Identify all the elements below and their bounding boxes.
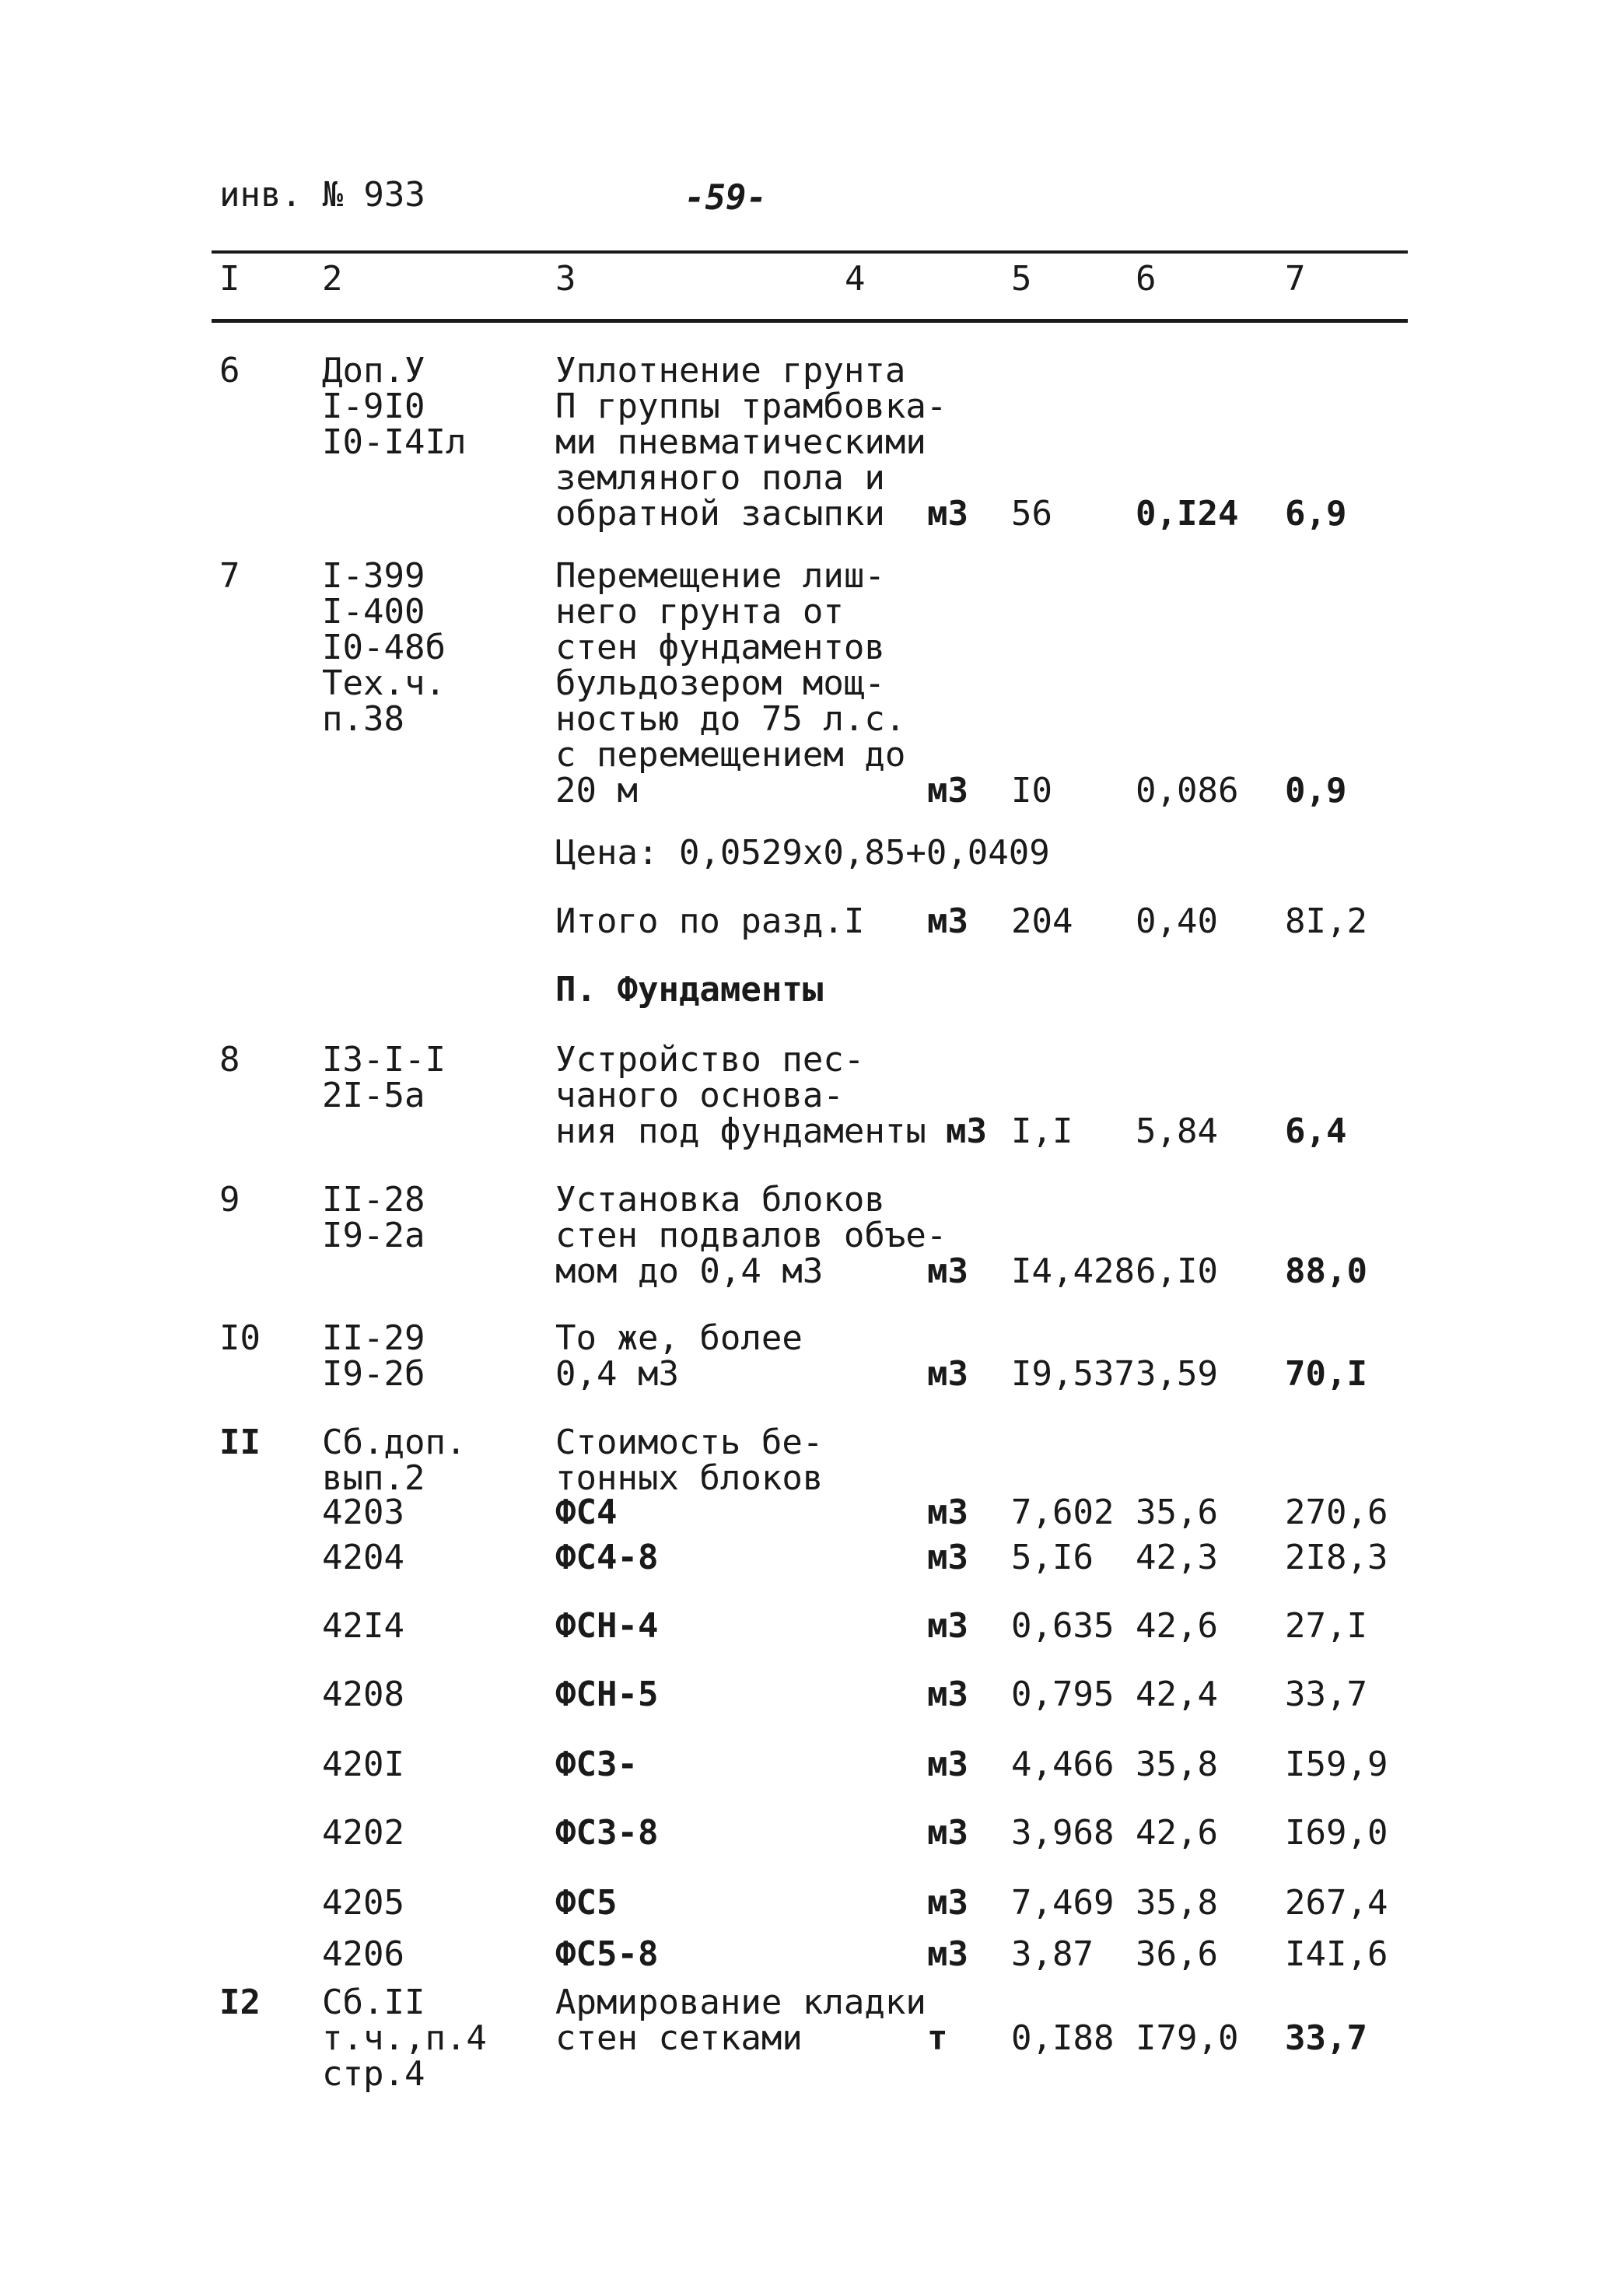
item-unit: м3 xyxy=(927,1934,968,1974)
item-unit-price: 42,6 xyxy=(1136,1813,1218,1853)
row-code: II-29 I9-2б xyxy=(322,1318,425,1394)
row-total: 33,7 xyxy=(1285,2018,1367,2058)
item-code: 420I xyxy=(322,1745,404,1784)
inventory-number: инв. № 933 xyxy=(219,175,425,215)
row-unit: м3 xyxy=(946,1111,987,1151)
item-unit: м3 xyxy=(927,1606,968,1646)
row-number: 7 xyxy=(219,556,240,596)
row-number: 9 xyxy=(219,1180,240,1220)
item-block-type: ФС3- xyxy=(555,1745,638,1784)
item-quantity: 3,968 xyxy=(1011,1813,1115,1853)
row-unit: т xyxy=(927,2018,948,2058)
item-unit-price: 35,6 xyxy=(1136,1493,1218,1532)
subtotal-label: Итого по разд.I xyxy=(555,901,865,941)
col-header-5: 5 xyxy=(1011,259,1032,299)
row-quantity: I,I xyxy=(1011,1111,1073,1151)
row-unit-price: 0,086 xyxy=(1136,771,1239,810)
row-description: Устройство пес- чаного основа- ния под фундаменты xyxy=(555,1040,926,1151)
row-total: 70,I xyxy=(1285,1354,1367,1394)
item-unit-price: 35,8 xyxy=(1136,1745,1218,1784)
item-unit-price: 36,6 xyxy=(1136,1934,1218,1974)
row-unit: м3 xyxy=(927,1354,968,1394)
row-unit-price: 6,I0 xyxy=(1136,1251,1218,1291)
row-number: 6 xyxy=(219,351,240,390)
row-number: II xyxy=(219,1423,261,1462)
item-total: 33,7 xyxy=(1285,1675,1367,1714)
item-quantity: 7,602 xyxy=(1011,1493,1115,1532)
item-block-type: ФСН-4 xyxy=(555,1606,659,1646)
row-description: Стоимость бе- тонных блоков xyxy=(555,1423,824,1498)
col-header-1: I xyxy=(219,259,240,299)
item-quantity: 7,469 xyxy=(1011,1883,1115,1923)
item-code: 4205 xyxy=(322,1883,404,1923)
table-header-rule xyxy=(212,319,1408,323)
row-code: I-399 I-400 I0-48б Тех.ч. п.38 xyxy=(322,556,446,739)
item-total: 267,4 xyxy=(1285,1883,1388,1923)
item-total: I59,9 xyxy=(1285,1745,1388,1784)
row-total: 6,9 xyxy=(1285,494,1347,534)
row-code: II-28 I9-2а xyxy=(322,1180,425,1255)
row-total: 0,9 xyxy=(1285,771,1347,810)
item-block-type: ФС3-8 xyxy=(555,1813,659,1853)
item-unit-price: 35,8 xyxy=(1136,1883,1218,1923)
item-quantity: 5,I6 xyxy=(1011,1538,1094,1577)
section-heading: П. Фундаменты xyxy=(555,970,824,1010)
row-description: Уплотнение грунта П группы трамбовка- ми пневматическими земляного пола и обратной засыпки xyxy=(555,351,947,534)
item-unit: м3 xyxy=(927,1493,968,1532)
row-unit-price: 3,59 xyxy=(1136,1354,1218,1394)
col-header-2: 2 xyxy=(322,259,343,299)
row-description: Установка блоков стен подвалов объе- мом до 0,4 м3 xyxy=(555,1180,947,1291)
row-unit-price: 5,84 xyxy=(1136,1111,1218,1151)
row-unit: м3 xyxy=(927,771,968,810)
row-quantity: 56 xyxy=(1011,494,1052,534)
item-code: 4206 xyxy=(322,1934,404,1974)
row-quantity: 0,I88 xyxy=(1011,2018,1115,2058)
col-header-7: 7 xyxy=(1285,259,1306,299)
row-quantity: I9,537 xyxy=(1011,1354,1135,1394)
subtotal-unit: м3 xyxy=(927,901,968,941)
row-quantity: I4,428 xyxy=(1011,1251,1135,1291)
row-code: Доп.У I-9I0 I0-I4Iл xyxy=(322,351,467,462)
item-quantity: 0,795 xyxy=(1011,1675,1115,1714)
item-unit: м3 xyxy=(927,1675,968,1714)
item-block-type: ФС5-8 xyxy=(555,1934,659,1974)
col-header-4: 4 xyxy=(845,259,866,299)
subtotal-quantity: 204 xyxy=(1011,901,1073,941)
col-header-3: 3 xyxy=(555,259,576,299)
item-block-type: ФСН-5 xyxy=(555,1675,659,1714)
item-code: 42I4 xyxy=(322,1606,404,1646)
row-number: I2 xyxy=(219,1983,261,2022)
item-total: 27,I xyxy=(1285,1606,1367,1646)
row-number: 8 xyxy=(219,1040,240,1080)
col-header-6: 6 xyxy=(1136,259,1157,299)
item-block-type: ФС4-8 xyxy=(555,1538,659,1577)
item-unit: м3 xyxy=(927,1745,968,1784)
item-total: 270,6 xyxy=(1285,1493,1388,1532)
row-unit: м3 xyxy=(927,1251,968,1291)
row-unit-price: I79,0 xyxy=(1136,2018,1239,2058)
item-block-type: ФС5 xyxy=(555,1883,618,1923)
item-quantity: 4,466 xyxy=(1011,1745,1115,1784)
row-number: I0 xyxy=(219,1318,261,1358)
row-code: Сб.доп. вып.2 xyxy=(322,1423,467,1498)
subtotal-total: 8I,2 xyxy=(1285,901,1367,941)
item-code: 4203 xyxy=(322,1493,404,1532)
item-unit: м3 xyxy=(927,1538,968,1577)
item-unit-price: 42,4 xyxy=(1136,1675,1218,1714)
item-code: 4204 xyxy=(322,1538,404,1577)
item-total: I4I,6 xyxy=(1285,1934,1388,1974)
item-unit-price: 42,3 xyxy=(1136,1538,1218,1577)
item-unit-price: 42,6 xyxy=(1136,1606,1218,1646)
subtotal-unit-price: 0,40 xyxy=(1136,901,1218,941)
item-total: I69,0 xyxy=(1285,1813,1388,1853)
item-quantity: 0,635 xyxy=(1011,1606,1115,1646)
row-unit: м3 xyxy=(927,494,968,534)
row-total: 6,4 xyxy=(1285,1111,1347,1151)
item-block-type: ФС4 xyxy=(555,1493,618,1532)
row-description: То же, более 0,4 м3 xyxy=(555,1318,803,1394)
row-description: Перемещение лиш- него грунта от стен фундаментов бульдозером мощ- ностью до 75 л.с. с перемещением до 20 м xyxy=(555,556,906,810)
item-code: 4208 xyxy=(322,1675,404,1714)
row-code: I3-I-I 2I-5а xyxy=(322,1040,446,1115)
table-top-rule xyxy=(212,250,1408,254)
row-code: Сб.II т.ч.,п.4 стр.4 xyxy=(322,1983,487,2094)
row-description: Армирование кладки стен сетками xyxy=(555,1983,926,2058)
item-quantity: 3,87 xyxy=(1011,1934,1094,1974)
item-total: 2I8,3 xyxy=(1285,1538,1388,1577)
row-unit-price: 0,I24 xyxy=(1136,494,1239,534)
item-unit: м3 xyxy=(927,1883,968,1923)
price-formula: Цена: 0,0529х0,85+0,0409 xyxy=(555,833,1050,873)
page-number: -59- xyxy=(684,178,767,218)
row-quantity: I0 xyxy=(1011,771,1052,810)
item-code: 4202 xyxy=(322,1813,404,1853)
row-total: 88,0 xyxy=(1285,1251,1367,1291)
item-unit: м3 xyxy=(927,1813,968,1853)
